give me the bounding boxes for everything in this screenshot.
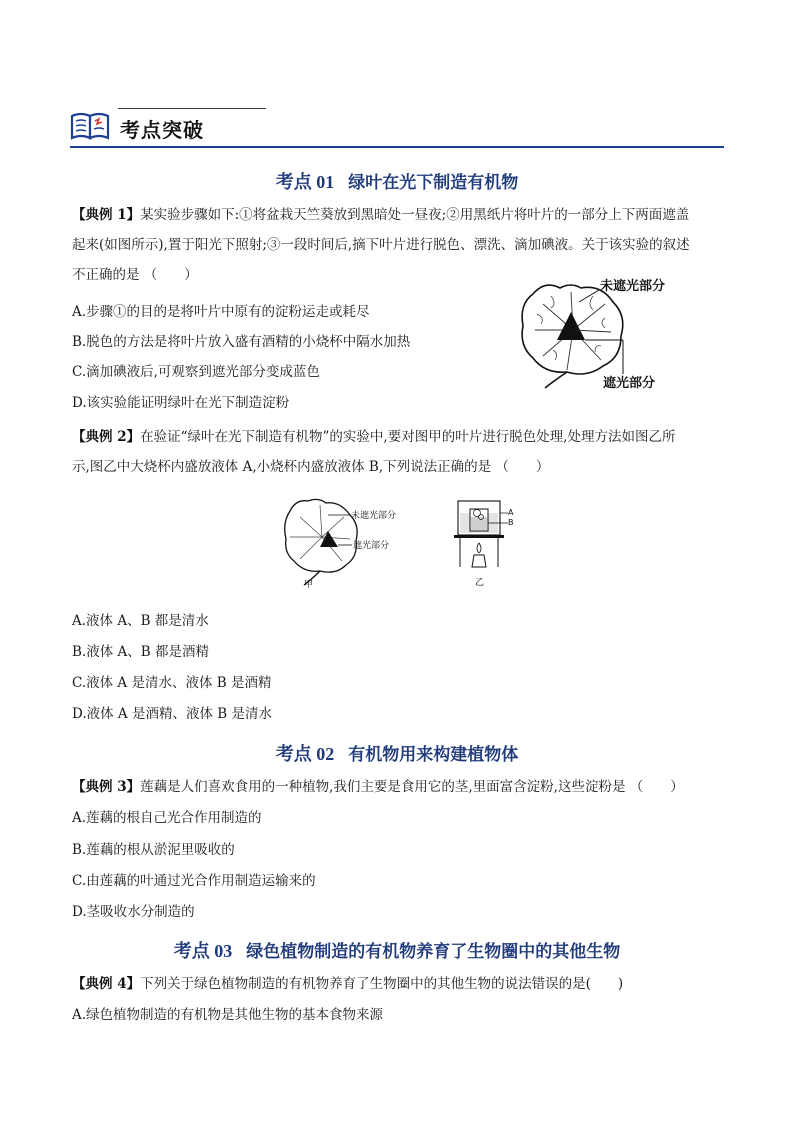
topic-heading-03 — [0, 937, 794, 963]
question-4-option-a: A.绿色植物制造的有机物是其他生物的基本食物来源 — [72, 1007, 384, 1023]
example-label: 【典例 1】 — [72, 207, 141, 223]
question-3-stem: 【典例 3】莲藕是人们喜欢食用的一种植物,我们主要是食用它的茎,里面富含淀粉,这些淀粉是 （ ） — [72, 779, 684, 795]
topic-title: 绿色植物制造的有机物养育了生物圈中的其他生物 — [246, 942, 621, 962]
header-bottom-rule — [70, 146, 724, 148]
question-2-option-d: D.液体 A 是酒精、液体 B 是清水 — [72, 706, 272, 722]
header-top-rule — [118, 108, 266, 109]
figure-caption: 甲 — [304, 580, 314, 590]
example-label: 【典例 2】 — [72, 429, 141, 445]
question-1-stem: 【典例 1】某实验步骤如下:①将盆栽天竺葵放到黑暗处一昼夜;②用黑纸片将叶片的一部分上下两面遮盖 起来(如图所示),置于阳光下照射;③一段时间后,摘下叶片进行脱色、漂洗、滴加碘液。关于该实验的叙述 不正确的是 （ ） — [72, 207, 690, 283]
question-1-option-d: D.该实验能证明绿叶在光下制造淀粉 — [72, 395, 290, 411]
topic-title: 有机物用来构建植物体 — [348, 745, 519, 765]
question-1-option-c: C.滴加碘液后,可观察到遮光部分变成蓝色 — [72, 364, 320, 380]
open-book-icon — [70, 110, 110, 142]
topic-heading-02 — [0, 740, 794, 766]
figure-caption: 乙 — [475, 578, 485, 588]
question-2-option-a: A.液体 A、B 都是清水 — [72, 613, 209, 629]
question-1-option-a: A.步骤①的目的是将叶片中原有的淀粉运走或耗尽 — [72, 304, 370, 320]
topic-number: 考点 02 — [275, 744, 335, 764]
figure-yi — [444, 495, 524, 591]
question-3-option-c: C.由莲藕的叶通过光合作用制造运输来的 — [72, 873, 316, 889]
topic-number: 考点 01 — [275, 172, 335, 192]
example-label: 【典例 3】 — [72, 779, 141, 795]
figure-label-covered: 遮光部分 — [353, 541, 390, 551]
topic-title: 绿叶在光下制造有机物 — [348, 173, 519, 193]
question-4-stem: 【典例 4】下列关于绿色植物制造的有机物养育了生物圈中的其他生物的说法错误的是( ) — [72, 976, 624, 992]
figure-jia — [282, 495, 412, 591]
section-title: 考点突破 — [120, 118, 204, 142]
liquid-b-label: B — [508, 518, 514, 527]
question-3-option-b: B.莲藕的根从淤泥里吸收的 — [72, 842, 235, 858]
figure-label-uncovered: 未遮光部分 — [351, 511, 397, 521]
topic-number: 考点 03 — [173, 941, 233, 961]
question-2-option-c: C.液体 A 是清水、液体 B 是酒精 — [72, 675, 272, 691]
leaf-figure — [515, 274, 690, 392]
liquid-a-label: A — [508, 508, 514, 517]
example-label: 【典例 4】 — [72, 976, 141, 992]
question-1-option-b: B.脱色的方法是将叶片放入盛有酒精的小烧杯中隔水加热 — [72, 334, 411, 350]
topic-heading-01 — [0, 168, 794, 194]
question-2-stem: 【典例 2】在验证“绿叶在光下制造有机物”的实验中,要对图甲的叶片进行脱色处理,处理方法如图乙所 示,图乙中大烧杯内盛放液体 A,小烧杯内盛放液体 B,下列说法正确的是 （ ） — [72, 429, 676, 475]
question-3-option-d: D.茎吸收水分制造的 — [72, 904, 195, 920]
figure-label-uncovered: 未遮光部分 — [600, 279, 666, 294]
figure-label-covered: 遮光部分 — [603, 376, 656, 391]
question-3-option-a: A.莲藕的根自己光合作用制造的 — [72, 810, 262, 826]
section-header — [70, 104, 724, 148]
question-2-option-b: B.液体 A、B 都是酒精 — [72, 644, 209, 660]
